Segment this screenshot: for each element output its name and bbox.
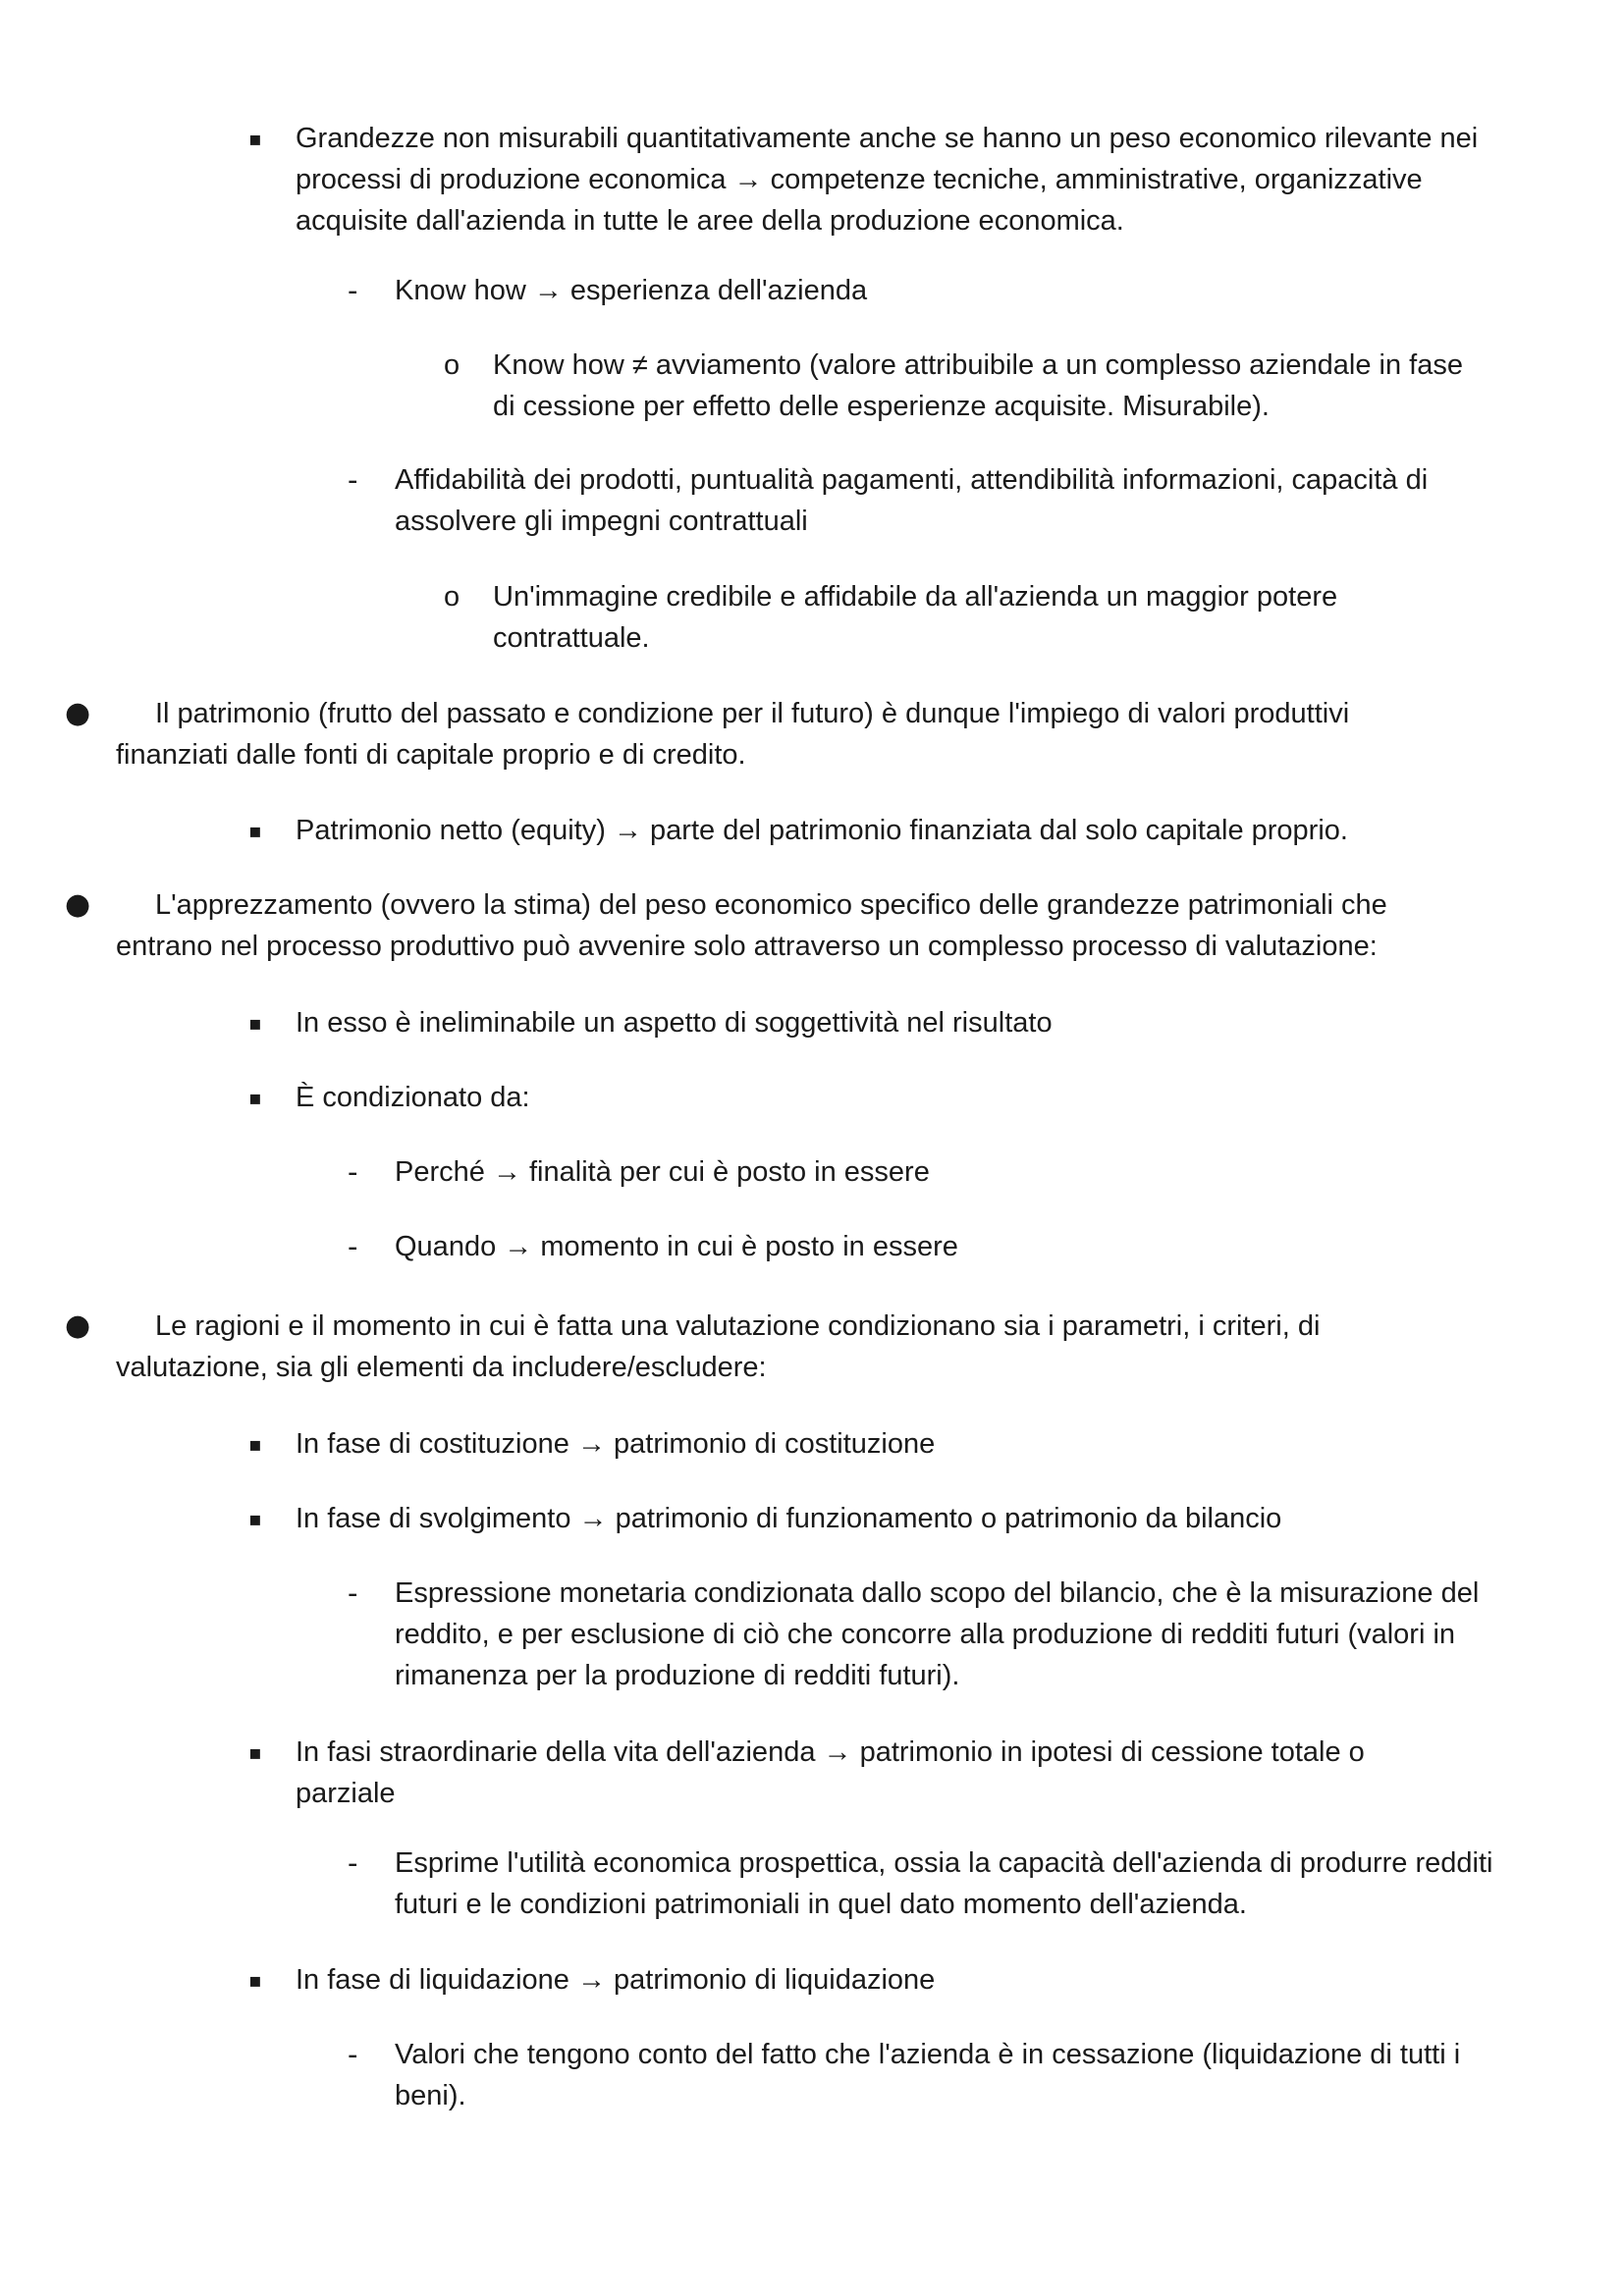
list-item-text: L'apprezzamento (ovvero la stima) del peso economico specifico delle grandezze patrimoniali che entrano nel processo produttivo può avvenire solo attraverso un complesso processo di valutazione: <box>116 889 1387 962</box>
round-bullet-icon: ● <box>65 696 91 730</box>
list-item <box>248 1498 1474 1539</box>
list-item-text: Il patrimonio (frutto del passato e condizione per il futuro) è dunque l'impiego di valori produttivi finanziati dalle fonti di capitale proprio e di credito. <box>116 698 1350 771</box>
list-item-text: In esso è ineliminabile un aspetto di soggettività nel risultato <box>296 1007 1053 1039</box>
list-item <box>65 693 1451 775</box>
square-bullet-icon: ▪ <box>248 1432 262 1456</box>
list-item <box>444 345 1485 427</box>
list-item <box>348 459 1475 542</box>
list-item-text: Quando → momento in cui è posto in essere <box>395 1231 958 1262</box>
list-item <box>65 884 1490 967</box>
list-item-text: Le ragioni e il momento in cui è fatta una valutazione condizionano sia i parametri, i criteri, di valutazione, sia gli elementi da includere/escludere: <box>116 1310 1321 1383</box>
list-item-text: Perché → finalità per cui è posto in essere <box>395 1156 930 1188</box>
list-item-text: Know how ≠ avviamento (valore attribuibile a un complesso aziendale in fase di cessione per effetto delle esperienze acquisite. Misurabile). <box>493 349 1463 422</box>
list-item <box>348 1226 1475 1267</box>
list-item-text: In fase di costituzione → patrimonio di costituzione <box>296 1428 936 1460</box>
square-bullet-icon: ▪ <box>248 1740 262 1764</box>
dash-bullet-icon: - <box>348 274 358 307</box>
list-item <box>248 1077 1474 1118</box>
list-item-text: Affidabilità dei prodotti, puntualità pagamenti, attendibilità informazioni, capacità di assolvere gli impegni contrattuali <box>395 464 1429 537</box>
list-item <box>348 1151 1475 1193</box>
list-item <box>65 1306 1432 1388</box>
list-item-text: È condizionato da: <box>296 1082 530 1113</box>
dash-bullet-icon: - <box>348 1576 358 1610</box>
list-item-text: In fase di svolgimento → patrimonio di funzionamento o patrimonio da bilancio <box>296 1503 1282 1534</box>
circle-bullet-icon: o <box>444 349 460 381</box>
square-bullet-icon: ▪ <box>248 1011 262 1035</box>
list-item-text: Espressione monetaria condizionata dallo scopo del bilancio, che è la misurazione del reddito, e per esclusione di ciò che concorre alla produzione di redditi futuri (valori in rimanenza per la produzione di redditi futuri). <box>395 1577 1480 1691</box>
list-item <box>248 1732 1464 1814</box>
list-item <box>248 1423 1474 1465</box>
list-item-text: Patrimonio netto (equity) → parte del patrimonio finanziata dal solo capitale proprio. <box>296 815 1348 846</box>
list-item-text: In fase di liquidazione → patrimonio di liquidazione <box>296 1964 936 1996</box>
list-item-text: Esprime l'utilità economica prospettica, ossia la capacità dell'azienda di produrre redditi futuri e le condizioni patrimoniali in quel dato momento dell'azienda. <box>395 1847 1493 1920</box>
list-item-text: Valori che tengono conto del fatto che l'azienda è in cessazione (liquidazione di tutti i beni). <box>395 2039 1461 2111</box>
square-bullet-icon: ▪ <box>248 127 262 150</box>
square-bullet-icon: ▪ <box>248 1086 262 1109</box>
list-item <box>248 810 1513 851</box>
circle-bullet-icon: o <box>444 581 460 613</box>
list-item <box>348 270 1504 311</box>
dash-bullet-icon: - <box>348 1230 358 1263</box>
list-item <box>444 576 1435 659</box>
list-item-text: Grandezze non misurabili quantitativamente anche se hanno un peso economico rilevante nei processi di produzione economica → competenze tecniche, amministrative, organizzative acquisite dall'azienda in tutte le aree della produzione economica. <box>296 123 1479 237</box>
dash-bullet-icon: - <box>348 2038 358 2071</box>
square-bullet-icon: ▪ <box>248 819 262 842</box>
list-item-text: In fasi straordinarie della vita dell'azienda → patrimonio in ipotesi di cessione totale o parziale <box>296 1736 1365 1809</box>
list-item <box>348 2034 1494 2116</box>
square-bullet-icon: ▪ <box>248 1507 262 1530</box>
dash-bullet-icon: - <box>348 463 358 497</box>
list-item <box>348 1842 1504 1925</box>
dash-bullet-icon: - <box>348 1846 358 1880</box>
list-item <box>248 1959 1474 2001</box>
list-item <box>248 118 1503 241</box>
list-item-text: Know how → esperienza dell'azienda <box>395 275 868 306</box>
round-bullet-icon: ● <box>65 1308 91 1343</box>
list-item <box>348 1573 1485 1696</box>
dash-bullet-icon: - <box>348 1155 358 1189</box>
list-item-text: Un'immagine credibile e affidabile da all'azienda un maggior potere contrattuale. <box>493 581 1338 654</box>
list-item <box>248 1002 1474 1043</box>
round-bullet-icon: ● <box>65 887 91 922</box>
square-bullet-icon: ▪ <box>248 1968 262 1992</box>
